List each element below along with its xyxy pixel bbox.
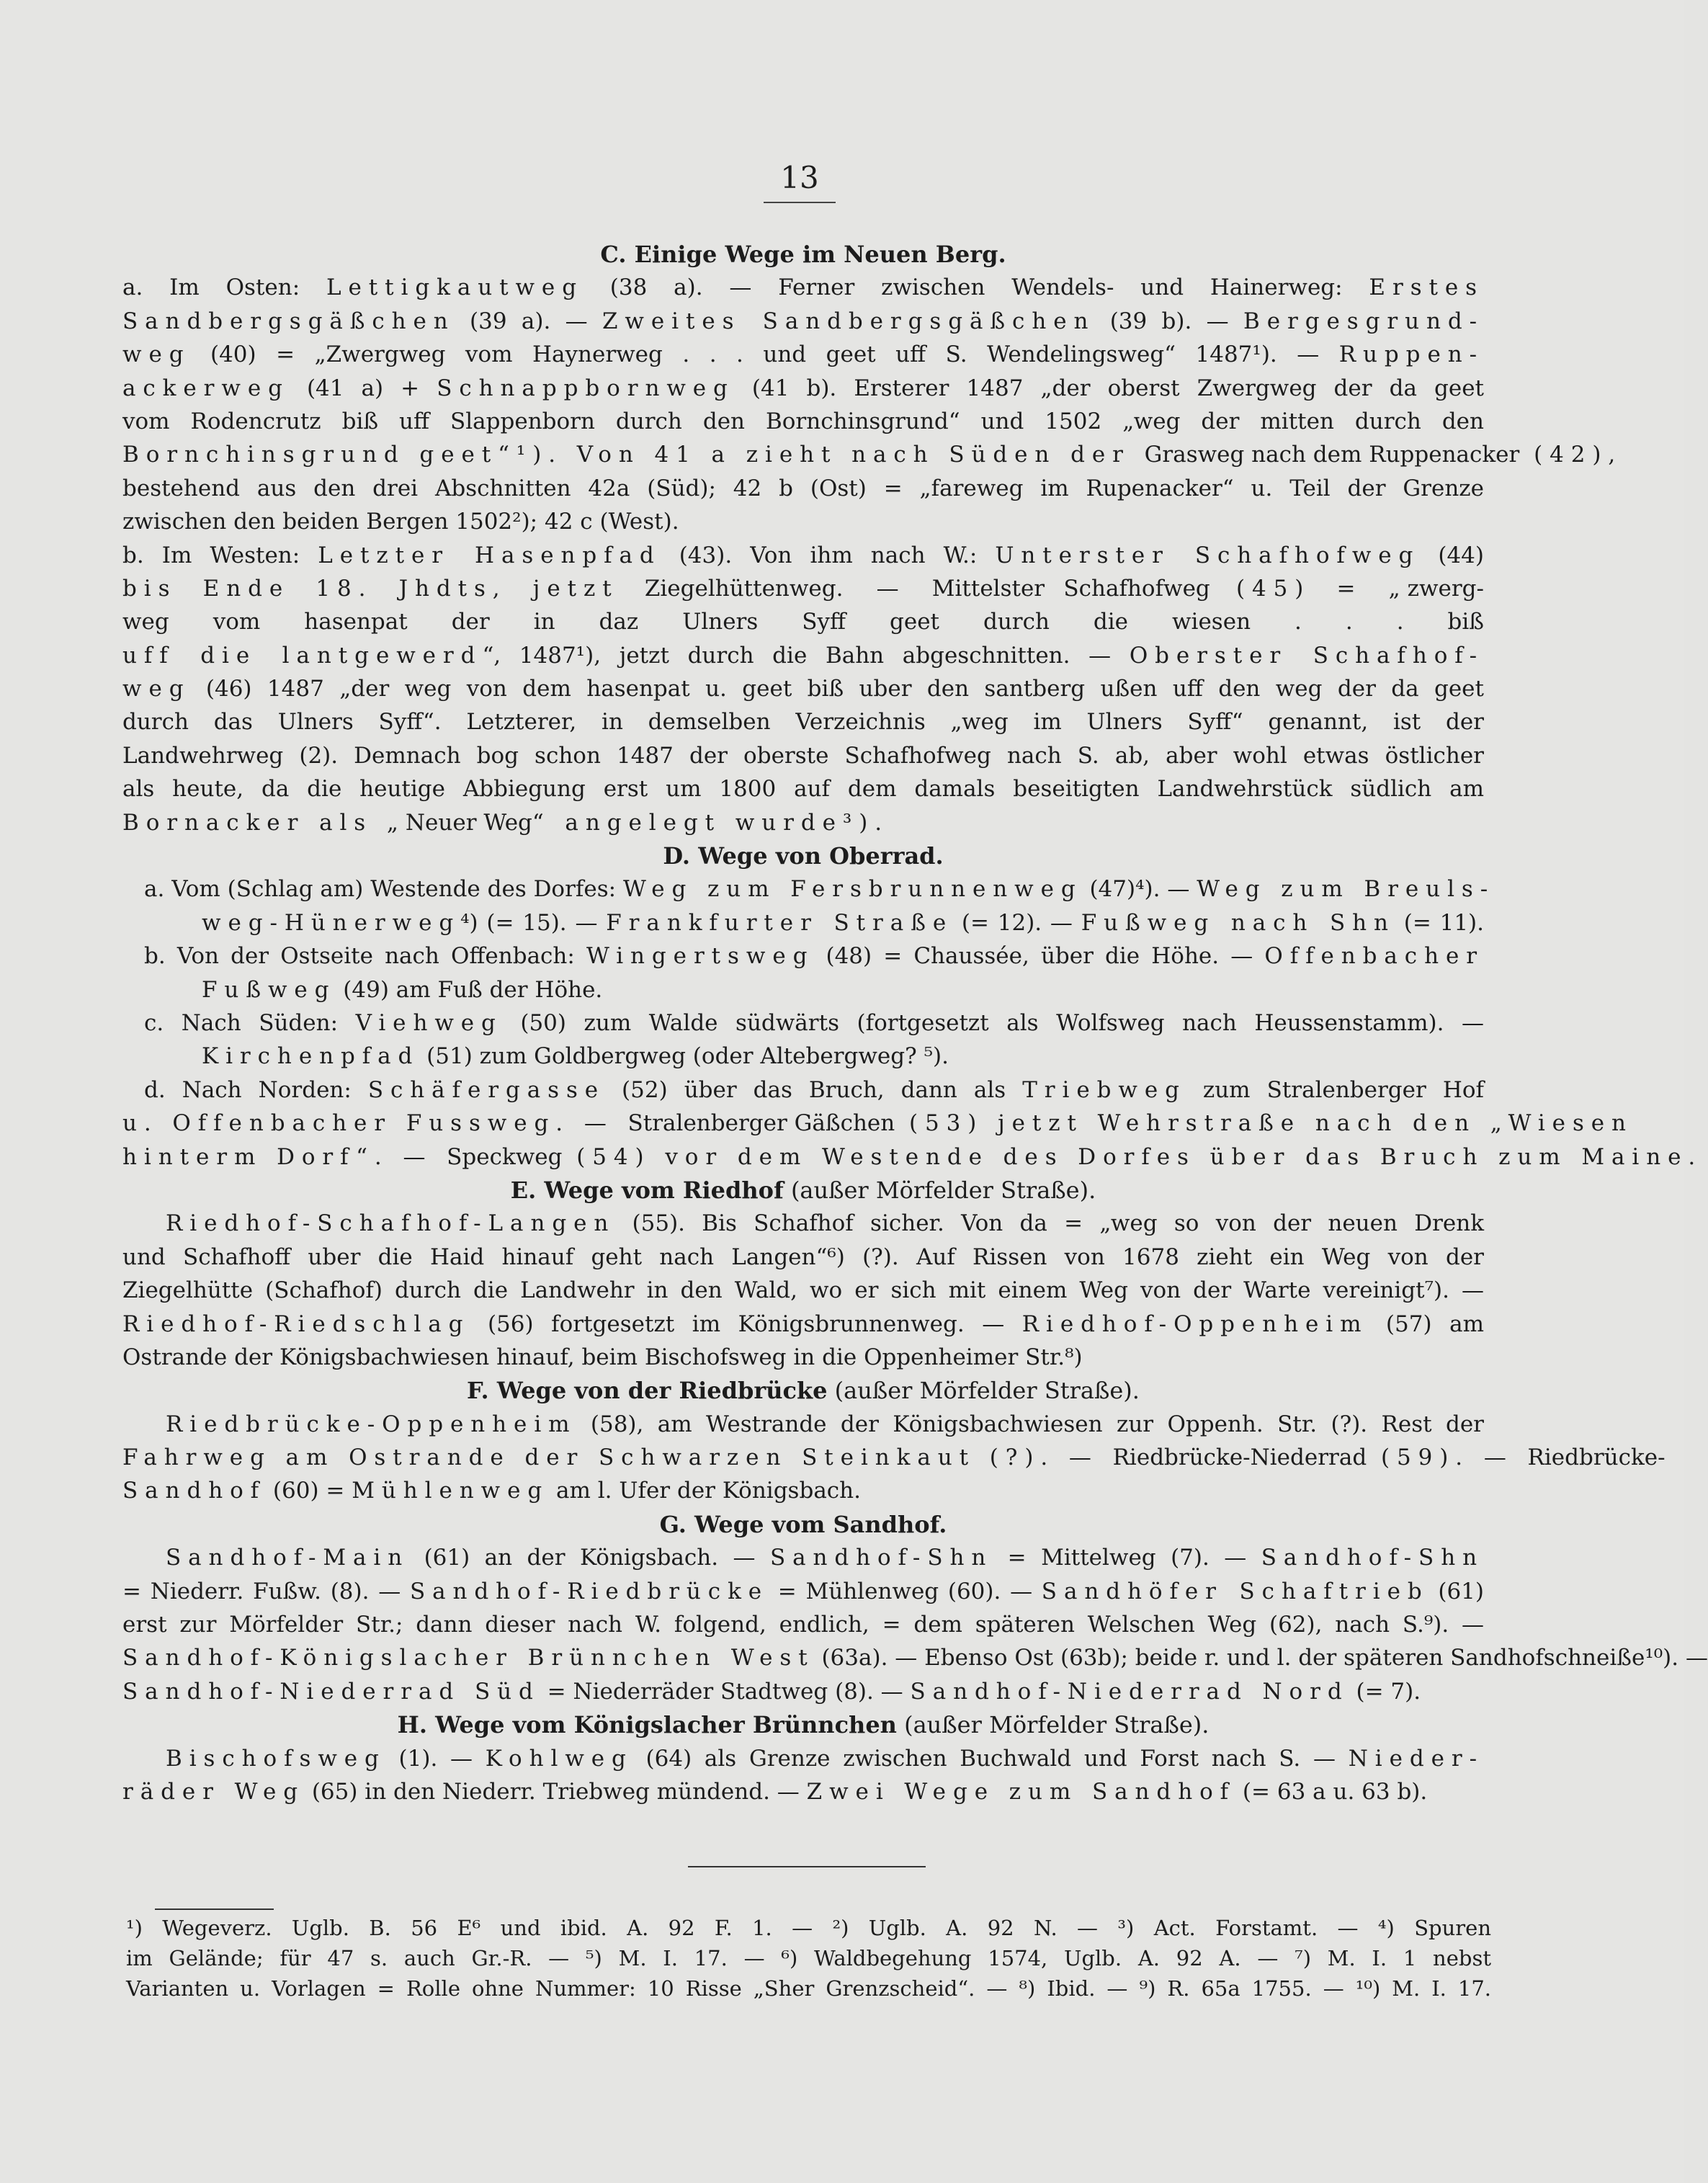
end-rule <box>688 1866 926 1867</box>
text-span: (38 a). — Ferner zwischen Wendels- und Hainerweg: <box>583 274 1369 301</box>
text-span: (39 b). — <box>1095 308 1243 334</box>
text-line <box>122 438 1623 471</box>
section-E <box>122 1207 1484 1374</box>
way-name: Kohlweg <box>485 1745 633 1772</box>
text-line <box>122 271 1484 304</box>
text-span: (50) zum Walde südwärts (fortgesetzt als Wolfsweg nach Heussenstamm). — <box>502 1009 1485 1036</box>
text-span: (61) an der Königsbach. — <box>409 1545 770 1571</box>
section-title-H <box>122 1708 1484 1741</box>
text-line <box>122 1073 1484 1107</box>
text-line <box>122 1541 1484 1574</box>
way-name: Sandhof-Niederrad Nord <box>910 1678 1349 1705</box>
text-span: (61) <box>1428 1578 1484 1604</box>
way-name: Oberster Schafhof- <box>1129 642 1484 669</box>
text-line <box>122 338 1484 371</box>
section-title-E <box>122 1174 1484 1207</box>
text-span: (57) am <box>1368 1311 1484 1337</box>
text-span: (47)⁴). — <box>1082 876 1197 903</box>
text-span: (1). — <box>385 1745 486 1772</box>
way-name: Triebweg <box>1022 1076 1186 1103</box>
text-span: (55). Bis Schafhof sicher. Von da = „weg so von der neuen Drenk <box>615 1210 1484 1237</box>
way-name: Bornchinsgrund geet“¹). Von 41 a zieht nach Süden der <box>122 442 1145 468</box>
text-span: = Niederräder Stadtweg (8). — <box>540 1678 911 1705</box>
section-title-F <box>122 1374 1484 1407</box>
text-line <box>122 1742 1484 1775</box>
section-title-F-note: (außer Mörfelder Straße). <box>827 1377 1140 1405</box>
text-span: Ziegelhütte (Schafhof) durch die Landwehr in den Wald, wo er sich mit einem Weg von der Warte vereinigt⁷). — <box>122 1277 1484 1304</box>
text-line <box>122 1408 1484 1441</box>
text-line <box>122 505 1484 538</box>
way-name: Wingertsweg <box>586 943 815 970</box>
text-line <box>122 1006 1484 1040</box>
way-name: Zwei Wege zum Sandhof <box>806 1778 1236 1805</box>
way-name: Riedhof-Schafhof-Langen <box>166 1210 616 1237</box>
section-H <box>122 1742 1484 1809</box>
way-name: Ruppen- <box>1338 341 1484 368</box>
text-line <box>122 1675 1484 1708</box>
page-number: 13 <box>780 160 819 195</box>
text-line <box>122 1641 1708 1674</box>
way-name: hinterm Dorf“. — <box>122 1143 447 1170</box>
way-name: Riedhof-Oppenheim <box>1021 1311 1369 1337</box>
text-line <box>122 1474 1484 1507</box>
way-name: Letzter Hasenpfad <box>318 542 661 568</box>
way-name: weg <box>122 341 191 368</box>
section-title-H-note: (außer Mörfelder Straße). <box>896 1711 1210 1739</box>
way-name: weg <box>122 676 191 702</box>
way-name: Sandhof-Shn <box>769 1545 993 1571</box>
text-span: Speckweg <box>447 1143 563 1170</box>
text-span: Grasweg nach dem Ruppenacker <box>1144 442 1520 468</box>
text-line <box>122 1341 1484 1374</box>
way-name: ackerweg <box>122 375 290 401</box>
text-span: (58), am Westrande der Königsbachwiesen zur Oppenh. Str. (?). Rest der <box>576 1411 1484 1437</box>
way-name: (42), <box>1519 442 1623 468</box>
text-line <box>122 973 1484 1006</box>
text-line <box>122 1040 1484 1073</box>
section-F <box>122 1408 1665 1508</box>
way-name: Sandhof-Shn <box>1261 1545 1484 1571</box>
text-line <box>122 539 1484 572</box>
way-name: “ angelegt wurde³). <box>532 809 890 836</box>
text-span: (= 7). <box>1349 1678 1421 1705</box>
text-line <box>122 1308 1484 1341</box>
text-line <box>122 739 1484 772</box>
text-line <box>122 939 1484 973</box>
way-name: Riedhof-Riedschlag <box>122 1311 470 1337</box>
text-span: als heute, da die heutige Abbiegung erst um 1800 auf dem damals beseitigten Landwehrstück südlich am <box>122 776 1484 803</box>
text-line <box>122 372 1484 405</box>
way-name: Unterster Schafhofweg <box>995 542 1421 568</box>
way-name: Frankfurter Straße <box>606 909 954 936</box>
text-span: a. Vom (Schlag am) Westende des Dorfes: <box>144 876 623 903</box>
footnote-line: ¹) Wegeverz. Uglb. B. 56 E⁶ und ibid. A. 92 F. 1. — ²) Uglb. A. 92 N. — ³) Act. Forstamt. — ⁴) Spuren <box>126 1916 1491 1940</box>
way-name: (53) jetzt Wehrstraße nach den „Wiesen <box>895 1110 1633 1137</box>
text-span: (44) <box>1420 542 1484 568</box>
text-span: (46) 1487 „der weg von dem hasenpat u. geet biß uber den santberg ußen uff den weg der da geet <box>190 676 1484 702</box>
section-title-G: G. Wege vom Sandhof. <box>659 1510 947 1538</box>
way-name: bis Ende 18. Jhdts, jetzt <box>122 575 645 602</box>
way-name: uff die lantgewerd <box>122 642 483 669</box>
text-span: (41 a) + <box>289 375 437 401</box>
text-span: durch das Ulners Syff“. Letzterer, in demselben Verzeichnis „weg im Ulners Syff“ genannt, ist der <box>122 709 1484 736</box>
section-title-F-main: F. Wege von der Riedbrücke <box>467 1377 828 1405</box>
text-span: (49) am Fuß der Höhe. <box>336 976 603 1003</box>
text-span: = Mühlenweg (60). — <box>769 1578 1042 1604</box>
text-span: (63a). — Ebenso Ost (63b); beide r. und l. der späteren Sandhofschneiße¹⁰). — <box>814 1645 1708 1671</box>
text-line <box>122 1140 1703 1174</box>
way-name: Weg zum Fersbrunnenweg <box>622 876 1083 903</box>
text-span: ⁴) (= 15). — <box>460 909 607 936</box>
way-name: Sandhof-Königslacher Brünnchen West <box>122 1645 815 1671</box>
way-name: Sandhof-Riedbrücke <box>409 1578 769 1604</box>
way-name: Fußweg nach Shn <box>1081 909 1395 936</box>
text-span: (= 63 a u. 63 b). <box>1235 1778 1428 1805</box>
text-span: Riedbrücke- <box>1527 1445 1665 1471</box>
text-span: a. Im Osten: <box>122 274 326 301</box>
section-C <box>122 271 1623 839</box>
text-span: vom Rodencrutz biß uff Slappenborn durch den Bornchinsgrund“ und 1502 „weg der mitten durch den <box>122 408 1484 434</box>
way-name: (45) = „ <box>1210 575 1408 602</box>
text-span: (64) als Grenze zwischen Buchwald und Forst nach S. — <box>632 1745 1349 1772</box>
way-name: Sandhof <box>122 1478 267 1504</box>
text-span: bestehend aus den drei Abschnitten 42a (Süd); 42 b (Ost) = „fareweg im Rupenacker“ u. Teil der Grenze <box>122 475 1484 501</box>
text-span: zwerg- <box>1407 575 1484 602</box>
page-body <box>122 238 1708 1808</box>
way-name: Sandbergsgäßchen <box>122 308 455 334</box>
text-span: b. Im Westen: <box>122 542 318 568</box>
text-span: (= 11). <box>1395 909 1484 936</box>
text-span: Mittelster Schafhofweg <box>931 575 1210 602</box>
text-line <box>122 1207 1484 1240</box>
way-name: u. Offenbacher Fussweg. — <box>122 1110 628 1137</box>
way-name: Sandhof-Main <box>166 1545 410 1571</box>
way-name: Bischofsweg <box>166 1745 386 1772</box>
text-span: (41 b). Ersterer 1487 „der oberst Zwergweg der da geet <box>734 375 1485 401</box>
text-span: Ziegelhüttenweg <box>644 575 836 602</box>
section-D <box>122 872 1703 1174</box>
text-span: am l. Ufer der Königsbach. <box>549 1478 861 1504</box>
text-line <box>122 605 1484 638</box>
footnote-line: Varianten u. Vorlagen = Rolle ohne Nummer: 10 Risse „Sher Grenzscheid“. — ⁸) Ibid. — ⁹) R. 65a 1755. — ¹⁰) M. I. 17. <box>126 1976 1491 2001</box>
text-line <box>122 1241 1484 1274</box>
text-span: (65) in den Niederr. Triebweg mündend. — <box>304 1778 807 1805</box>
section-title-E-main: E. Wege vom Riedhof <box>510 1176 784 1204</box>
text-span: = Mittelweg (7). — <box>993 1545 1261 1571</box>
section-title-H-main: H. Wege vom Königslacher Brünnchen <box>397 1711 897 1739</box>
text-span: zwischen den beiden Bergen 1502²); 42 c (West). <box>122 509 679 535</box>
text-span: “, 1487¹), jetzt durch die Bahn abgeschnitten. — <box>482 642 1130 669</box>
text-line <box>122 1274 1484 1307</box>
way-name: Nieder- <box>1348 1745 1485 1772</box>
way-name: . — <box>836 575 932 602</box>
way-name: Weg zum Breuls- <box>1197 876 1495 903</box>
text-span: b. Von der Ostseite nach Offenbach: <box>144 943 586 970</box>
way-name: Zweites Sandbergsgäßchen <box>602 308 1096 334</box>
text-line <box>122 806 1484 839</box>
text-line <box>122 705 1484 738</box>
way-name: Kirchenpfad <box>202 1043 420 1070</box>
text-span: c. Nach Süden: <box>144 1009 356 1036</box>
way-name: (54) vor dem Westende des Dorfes über das Bruch zum Maine. <box>562 1143 1703 1170</box>
way-name: Erstes <box>1369 274 1485 301</box>
text-span: Ostrande der Königsbachwiesen hinauf, beim Bischofsweg in die Oppenheimer Str.⁸) <box>122 1344 1083 1370</box>
text-span: Landwehrweg (2). Demnach bog schon 1487 der oberste Schafhofweg nach S. ab, aber wohl etwas östlicher <box>122 742 1484 769</box>
way-name: weg-Hünerweg <box>202 909 461 936</box>
text-span: (48) = Chaussée, über die Höhe. — <box>814 943 1265 970</box>
text-span: = Niederr. Fußw. (8). — <box>122 1578 410 1604</box>
section-title-C: C. Einige Wege im Neuen Berg. <box>600 241 1006 268</box>
way-name: Riedbrücke-Oppenheim <box>166 1411 577 1437</box>
text-span: (51) zum Goldbergweg (oder Altebergweg? ⁵). <box>419 1043 949 1070</box>
way-name: Sandhof-Niederrad Süd <box>122 1678 540 1705</box>
text-span: (43). Von ihm nach W.: <box>661 542 996 568</box>
way-name: Schnappbornweg <box>437 375 735 401</box>
text-span: Stralenberger Gäßchen <box>627 1110 895 1137</box>
way-name: Fußweg <box>202 976 336 1003</box>
section-title-D: D. Wege von Oberrad. <box>663 842 944 870</box>
section-G <box>122 1541 1708 1708</box>
text-line <box>122 1608 1484 1641</box>
footnote-line: im Gelände; für 47 s. auch Gr.-R. — ⁵) M. I. 17. — ⁶) Waldbegehung 1574, Uglb. A. 92 A. — ⁷) M. I. 1 nebst <box>126 1946 1491 1970</box>
text-span: Riedbrücke-Niederrad <box>1112 1445 1367 1471</box>
way-name: Viehweg <box>355 1009 503 1036</box>
text-line <box>122 906 1484 939</box>
text-line <box>122 305 1484 338</box>
text-line <box>122 872 1495 906</box>
text-span: zum Stralenberger Hof <box>1186 1076 1484 1103</box>
text-line <box>122 639 1484 672</box>
way-name: räder Weg <box>122 1778 305 1805</box>
text-line <box>122 1441 1665 1474</box>
page-number-rule <box>764 202 836 203</box>
way-name: (59). — <box>1367 1445 1528 1471</box>
text-line <box>122 672 1484 705</box>
way-name: Lettigkautweg <box>326 274 584 301</box>
text-line <box>122 772 1484 805</box>
way-name: Sandhöfer Schaftrieb <box>1041 1578 1429 1604</box>
text-line <box>122 1575 1484 1608</box>
text-span: (60) = <box>266 1478 352 1504</box>
footnote-rule <box>155 1909 274 1910</box>
text-span: (40) = „Zwergweg vom Haynerweg . . . und geet uff S. Wendelingsweg“ 1487¹). — <box>190 341 1339 368</box>
text-span: (52) über das Bruch, dann als <box>605 1076 1023 1103</box>
way-name: Bergesgrund- <box>1243 308 1484 334</box>
way-name: Mühlenweg <box>352 1478 550 1504</box>
way-name: Fahrweg am Ostrande der Schwarzen Steinkaut (?). — <box>122 1445 1113 1471</box>
text-span: (= 12). — <box>953 909 1081 936</box>
text-line <box>122 1107 1633 1140</box>
way-name: Bornacker als „ <box>122 809 406 836</box>
text-span: und Schafhoff uber die Haid hinauf geht nach Langen“⁶) (?). Auf Rissen von 1678 zieht ein Weg von der <box>122 1244 1484 1270</box>
text-span: erst zur Mörfelder Str.; dann dieser nach W. folgend, endlich, = dem späteren Welschen Weg (62), nach S.⁹). — <box>122 1612 1484 1638</box>
text-span: weg vom hasenpat der in daz Ulners Syff geet durch die wiesen . . . biß <box>122 609 1484 635</box>
way-name: Schäfergasse <box>367 1076 606 1103</box>
text-span: d. Nach Norden: <box>144 1076 368 1103</box>
text-line <box>122 405 1484 438</box>
footnotes <box>126 1913 1491 2004</box>
text-line <box>122 472 1484 505</box>
text-line <box>122 572 1484 605</box>
section-title-E-note: (außer Mörfelder Straße). <box>783 1176 1096 1204</box>
text-span: (56) fortgesetzt im Königsbrunnenweg. — <box>470 1311 1022 1337</box>
text-line <box>122 1775 1484 1808</box>
text-span: Neuer Weg <box>405 809 532 836</box>
way-name: Offenbacher <box>1264 943 1484 970</box>
text-span: (39 a). — <box>455 308 602 334</box>
